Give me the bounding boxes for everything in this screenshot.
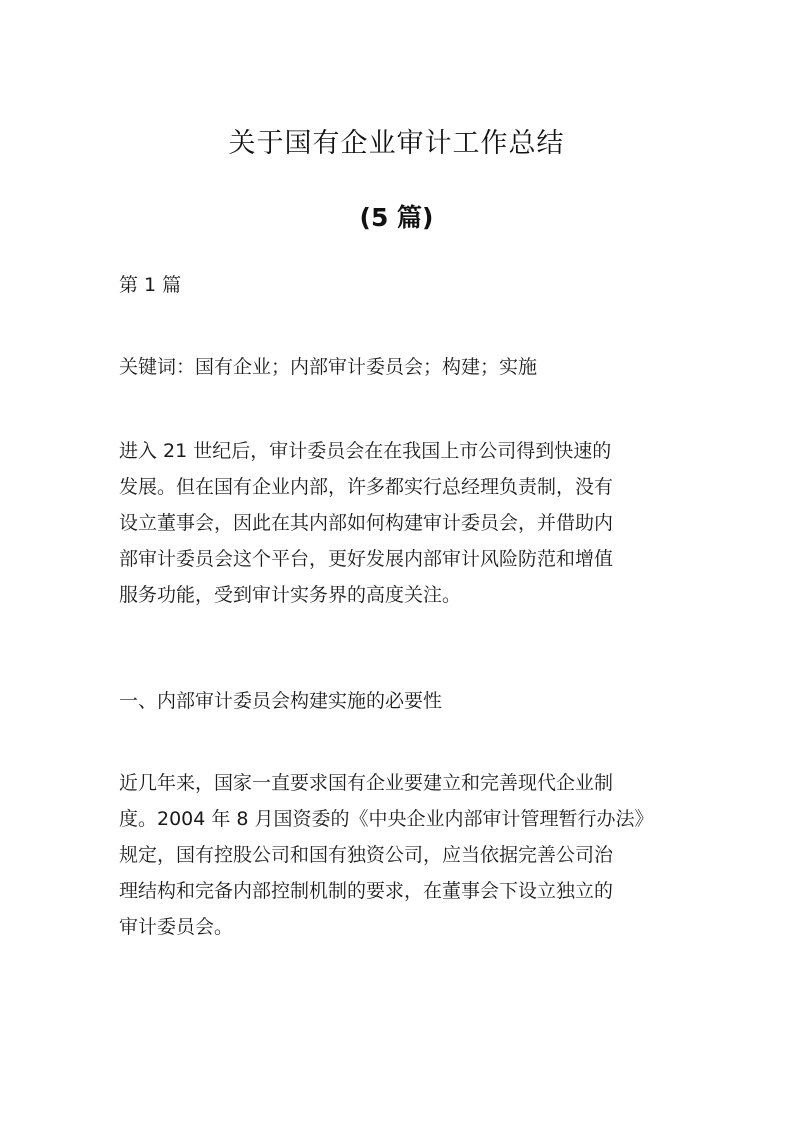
paragraph-intro [119,433,675,613]
paragraph-necessity [119,765,675,945]
keywords-line: 关键词：国有企业；内部审计委员会；构建；实施 [119,356,538,378]
paragraph-line: 设立董事会，因此在其内部如何构建审计委员会，并借助内 [119,512,614,534]
document-title: 关于国有企业审计工作总结 [228,128,565,159]
paragraph-line: 近几年来，国家一直要求国有企业要建立和完善现代企业制 [119,772,614,794]
paragraph-line: 审计委员会。 [119,916,234,938]
paragraph-line: 发展。但在国有企业内部，许多都实行总经理负责制，没有 [119,476,614,498]
section-label: 第 1 篇 [119,274,182,296]
paragraph-line: 度。2004 年 8 月国资委的《中央企业内部审计管理暂行办法》 [119,808,654,830]
paragraph-line: 服务功能，受到审计实务界的高度关注。 [119,584,462,606]
paragraph-line: 部审计委员会这个平台，更好发展内部审计风险防范和增值 [119,548,614,570]
paragraph-line: 规定，国有控股公司和国有独资公司，应当依据完善公司治 [119,844,614,866]
section-heading: 一、内部审计委员会构建实施的必要性 [119,690,443,712]
paragraph-line: 进入 21 世纪后，审计委员会在在我国上市公司得到快速的 [119,440,612,462]
document-subtitle: (5 篇) [359,203,434,232]
paragraph-line: 理结构和完备内部控制机制的要求，在董事会下设立独立的 [119,880,614,902]
